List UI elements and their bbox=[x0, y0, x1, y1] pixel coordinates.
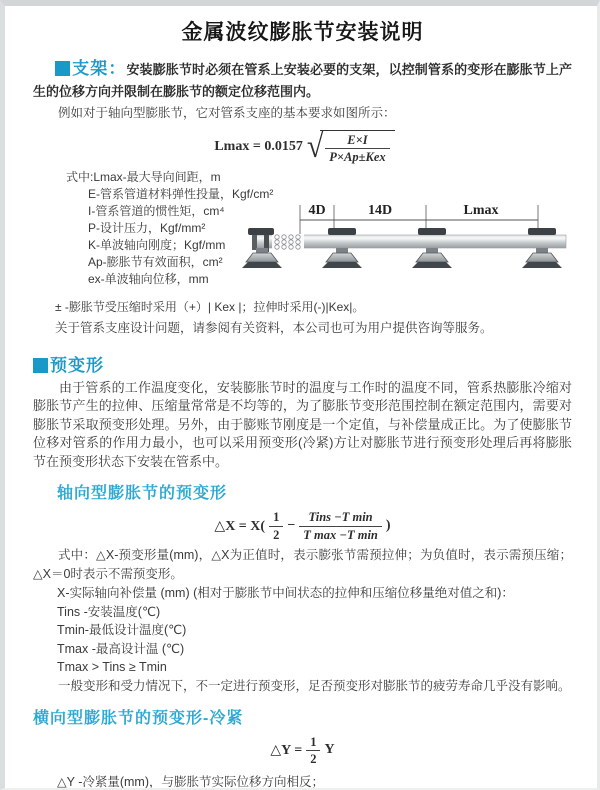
section-bullet-icon bbox=[55, 61, 70, 76]
formula-lhs: △X = X( bbox=[214, 518, 266, 534]
lateral-subheading: 横向型膨胀节的预变形-冷紧 bbox=[33, 709, 244, 727]
axial-definitions bbox=[33, 584, 572, 677]
half-fraction bbox=[269, 510, 283, 542]
fraction-denominator: 2 bbox=[310, 751, 317, 766]
support-heading-label: 支架： bbox=[72, 59, 127, 78]
fraction-denominator: T max −T min bbox=[303, 527, 378, 542]
pipe-support-diagram bbox=[250, 197, 572, 293]
dim-label-4d: 4D bbox=[308, 202, 326, 218]
formula-lhs: Lmax = 0.0157 bbox=[214, 139, 303, 155]
definition-line: E-管系管道材料弹性投量，Kgf/cm² bbox=[88, 186, 274, 201]
sign-convention-note: ± -膨胀节受压缩时采用（+）| Kex |；拉伸时采用(-)|Kex|。 bbox=[55, 299, 365, 314]
bellows-icon bbox=[272, 234, 304, 249]
predeform-paragraph: 由于管系的工作温度变化，安装膨胀节时的温度与工作时的温度不同，管系热膨胀冷缩对膨胀节产生的拉伸、压缩量常常是不均等的，为了膨胀节变形范围控制在额定范围内，需要对膨胀节采取预变形处理。另外，由于膨账节刚度是一个定值，与补偿量成正比。为了使膨胀节位移对管系的作用力最小，也可以采用预变形(冷紧)方让对膨胀节进行预变形处理后再将膨胀节在预变形状态下安装在管系中。 bbox=[33, 379, 572, 469]
fraction-numerator: 1 bbox=[306, 735, 320, 751]
radical-body bbox=[320, 130, 394, 165]
definition-line: I-管系管道的惯性矩，cm⁴ bbox=[88, 203, 225, 218]
definition-line: Tmax -最高设计温 (℃) bbox=[57, 641, 185, 656]
definition-line: K-单波轴向刚度；Kgf/mm bbox=[88, 237, 226, 252]
definition-line: 式中:Lmax-最大导向间距，m bbox=[66, 169, 221, 184]
dim-label-14d: 14D bbox=[367, 202, 393, 218]
lmax-formula bbox=[33, 130, 572, 165]
formula-lhs: △Y = bbox=[270, 742, 303, 758]
definition-line: X-实际轴向补偿量 (mm) (相对于膨胀节中间状态的拉伸和压缩位移量绝对值之和)： bbox=[57, 586, 514, 600]
fraction-numerator: Tins −T min bbox=[299, 510, 382, 526]
definition-line: P-设计压力，Kgf/mm² bbox=[88, 220, 206, 235]
axial-note: 一般变形和受力情况下，不一定进行预变形，足否预变形对膨胀节的疲劳寿命几乎没有影响。 bbox=[58, 678, 571, 693]
temperature-fraction bbox=[299, 510, 382, 542]
definition-line: Tins -安装温度(℃) bbox=[57, 604, 161, 619]
minus-sign: − bbox=[287, 518, 296, 534]
support-example-line: 例如对于轴向型膨胀节，它对管系支座的基本要求如图所示： bbox=[58, 106, 396, 120]
predeform-heading-label: 预变形 bbox=[50, 355, 104, 375]
half-fraction bbox=[306, 735, 320, 767]
lateral-note: △Y -冷紧量(mm)，与膨胀节实际位移方向相反； bbox=[57, 775, 325, 790]
definition-line: Tmin-最低设计温度(℃) bbox=[57, 623, 187, 637]
page-title: 金属波纹膨胀节安装说明 bbox=[181, 21, 424, 44]
fraction-denominator: 2 bbox=[273, 527, 280, 542]
definitions-and-diagram bbox=[33, 169, 572, 295]
section-bullet-icon bbox=[33, 358, 48, 373]
fraction bbox=[325, 133, 389, 165]
consult-note: 关于管系支座设计问题，请参阅有关资料，本公司也可为用户提供咨询等服务。 bbox=[55, 320, 493, 335]
fraction-denominator: P×Ap±Kex bbox=[329, 150, 386, 165]
fraction-numerator: 1 bbox=[269, 510, 283, 526]
definition-line: ex-单波轴向位移，mm bbox=[88, 271, 209, 286]
predeform-section-heading bbox=[33, 351, 572, 376]
dim-label-lmax: Lmax bbox=[463, 202, 499, 218]
axial-formula-explain: 式中：△X-预变形量(mm)，△X为正值时，表示膨张节需预拉伸；为负值时，表示需预压缩；△X＝0时表示不需预变形。 bbox=[33, 548, 572, 581]
formula-rhs: ) bbox=[385, 518, 391, 534]
support-intro-text: 安装膨胀节时必须在管系上安装必要的支架，以控制管系的变形在膨胀节上产生的位移方向并限制在膨胀节的额定位移范围内。 bbox=[33, 62, 572, 99]
definition-line: Ap-膨胀节有效面积，cm² bbox=[88, 254, 223, 269]
lateral-predeform-formula bbox=[33, 735, 572, 767]
formula-rhs: Y bbox=[324, 742, 335, 758]
support-section-heading bbox=[33, 59, 126, 78]
axial-predeform-formula bbox=[33, 510, 572, 542]
support-intro-paragraph bbox=[33, 58, 572, 103]
radical-symbol: √ bbox=[306, 128, 324, 165]
definition-line: Tmax > Tins ≥ Tmin bbox=[57, 660, 167, 674]
fraction-numerator: E×I bbox=[325, 133, 389, 149]
axial-subheading: 轴向型膨胀节的预变形 bbox=[57, 485, 228, 503]
